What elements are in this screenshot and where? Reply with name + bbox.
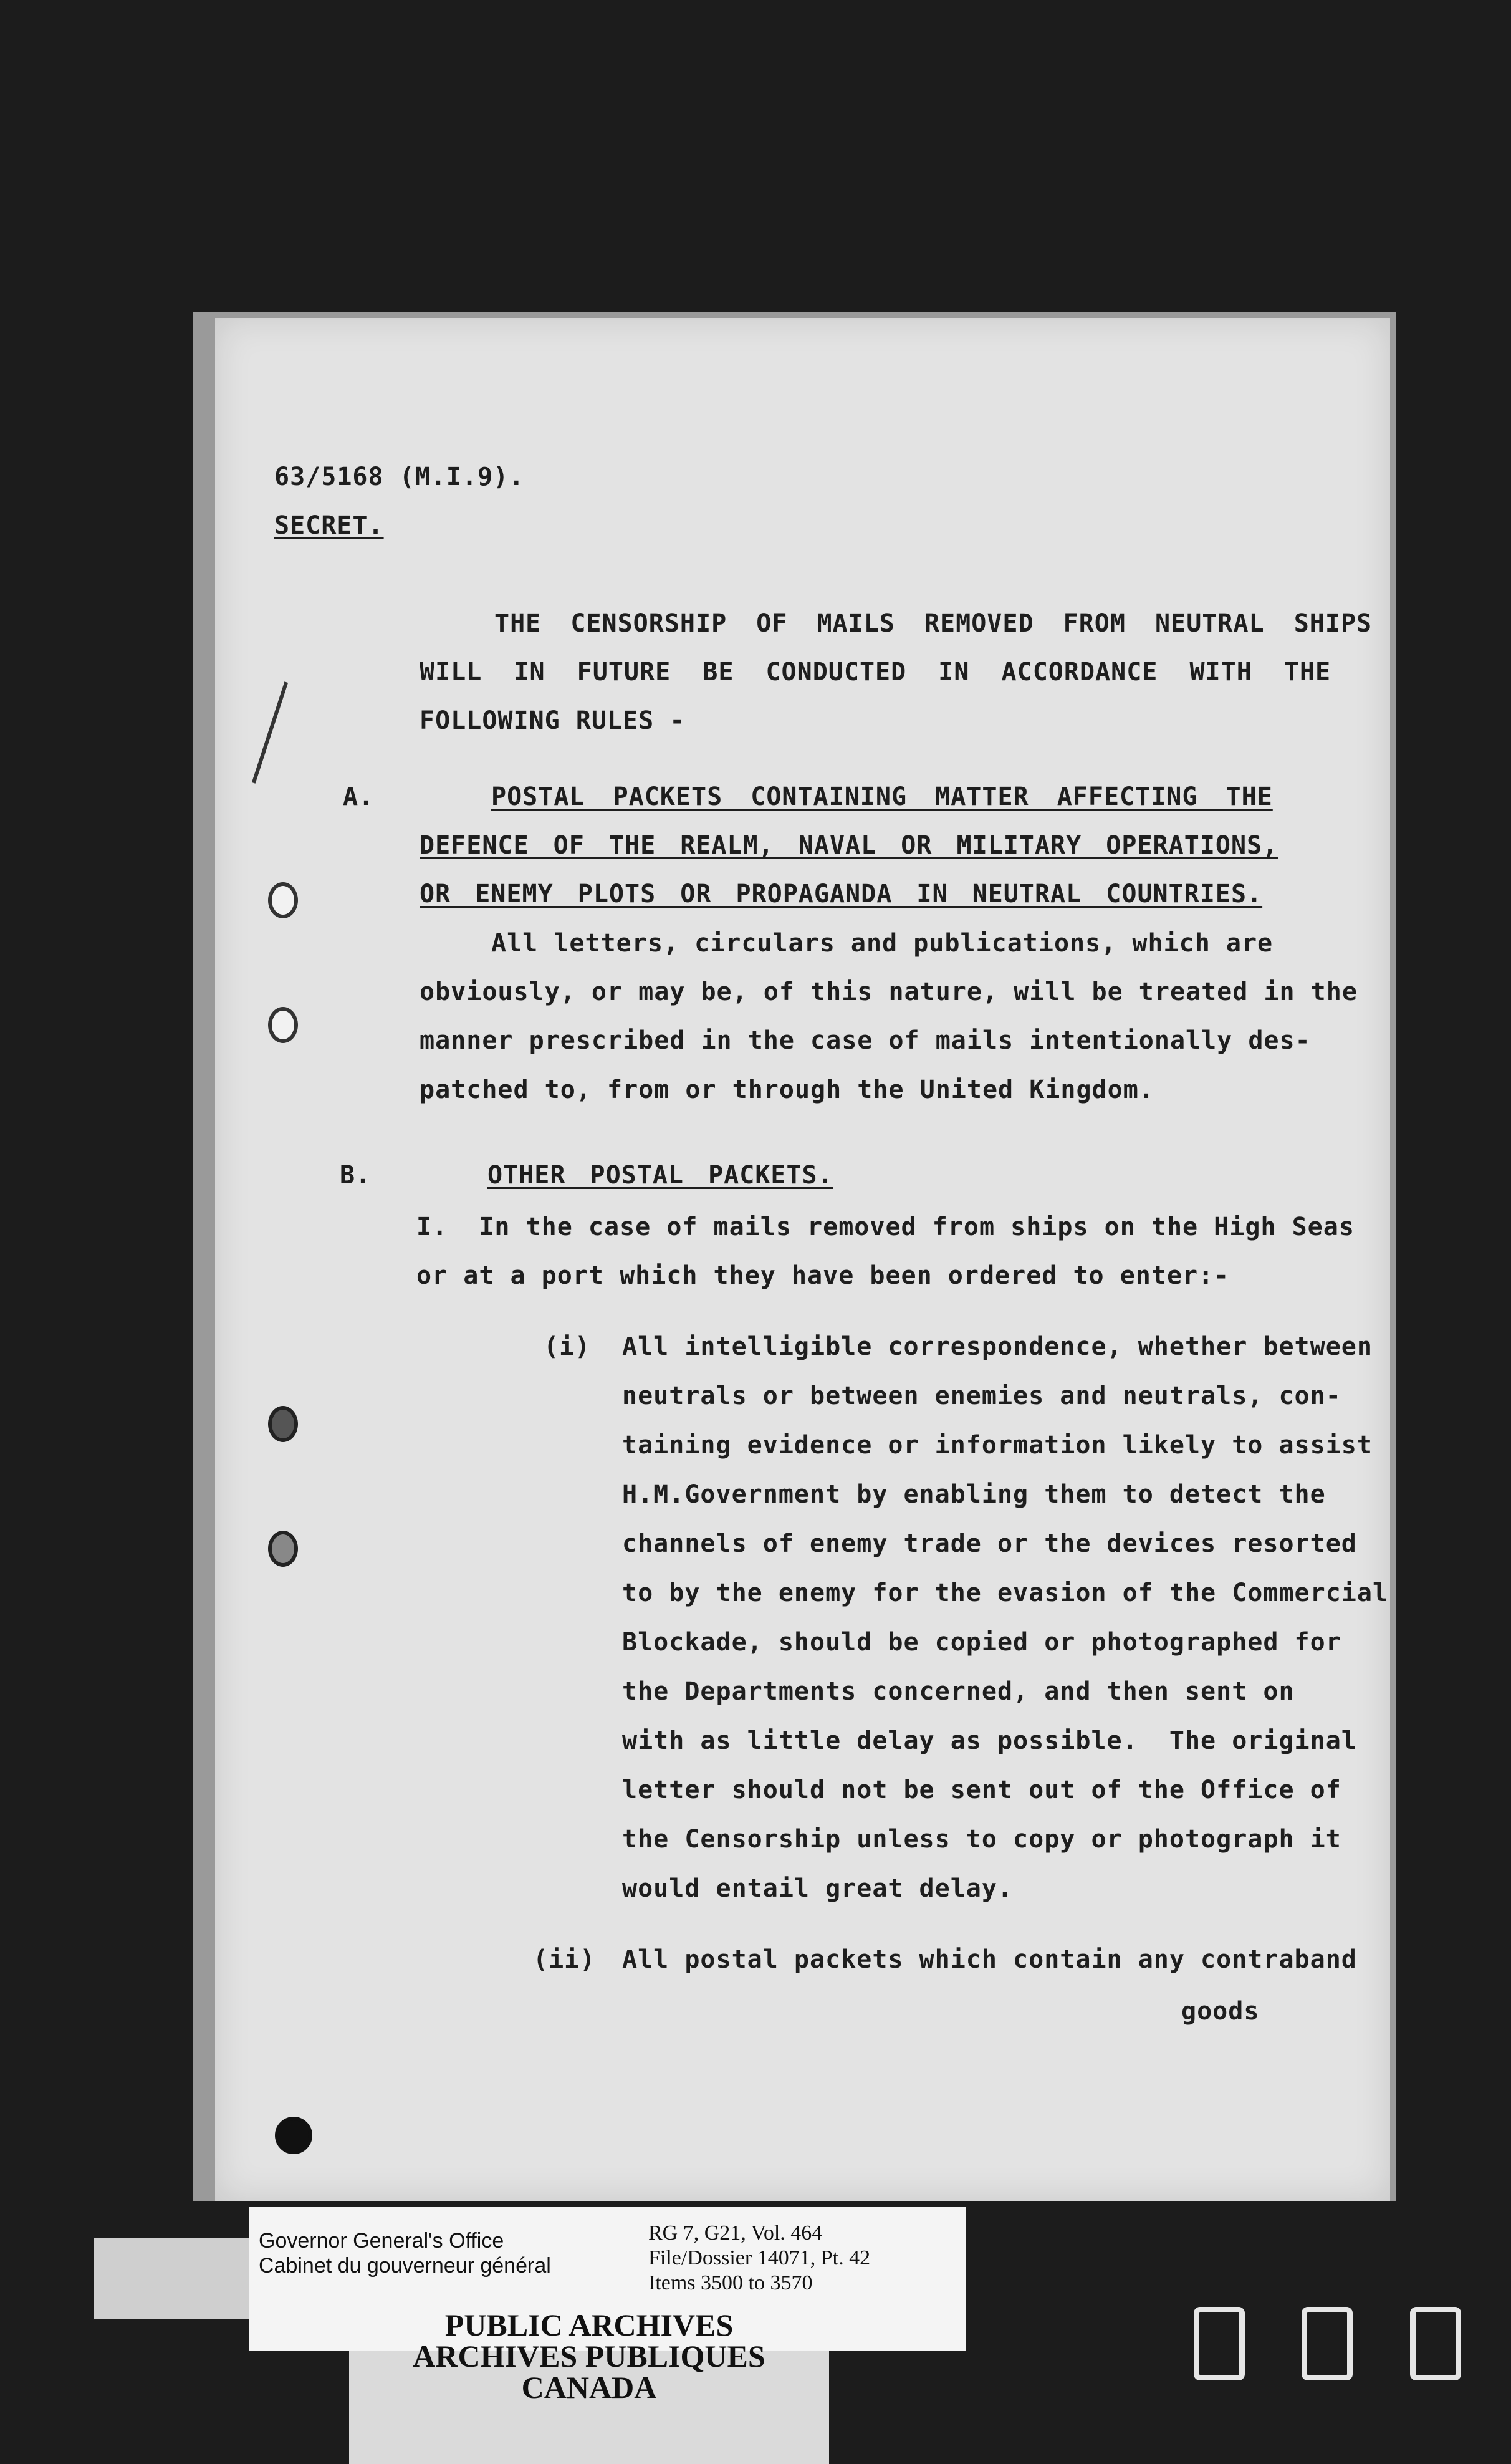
item-i-line: letter should not be sent out of the Office of: [622, 1776, 1341, 1804]
item-i-line: neutrals or between enemies and neutrals, con-: [622, 1382, 1341, 1410]
label-reference: RG 7, G21, Vol. 464: [648, 2221, 823, 2245]
section-a-body: All letters, circulars and publications, which are: [491, 929, 1274, 958]
item-i-line: channels of enemy trade or the devices resorted: [622, 1529, 1357, 1558]
classification-stamp: SECRET.: [274, 511, 384, 540]
catchword: goods: [1181, 1997, 1260, 2026]
section-a-heading: OR ENEMY PLOTS OR PROPAGANDA IN NEUTRAL COUNTRIES.: [420, 880, 1263, 908]
item-i-line: with as little delay as possible. The original: [622, 1726, 1357, 1755]
frame-counter-digit: [1410, 2307, 1461, 2380]
section-b-para: or at a port which they have been ordered to enter:-: [416, 1261, 1230, 1290]
label-office-en: Governor General's Office: [259, 2229, 504, 2253]
item-i-line: to by the enemy for the evasion of the Commercial: [622, 1579, 1389, 1607]
item-i-line: All intelligible correspondence, whether between: [622, 1332, 1373, 1361]
item-i-line: the Censorship unless to copy or photograph it: [622, 1825, 1341, 1854]
archives-country: CANADA: [521, 2370, 657, 2405]
intro-line: WILL IN FUTURE BE CONDUCTED IN ACCORDANCE WITH THE: [420, 658, 1331, 686]
label-reference: File/Dossier 14071, Pt. 42: [648, 2246, 871, 2269]
label-office-fr: Cabinet du gouverneur général: [259, 2254, 551, 2278]
frame-counter-digit: [1194, 2307, 1245, 2380]
item-ii-marker: (ii): [533, 1945, 596, 1974]
punch-hole: [268, 1007, 298, 1043]
label-reference: Items 3500 to 3570: [648, 2271, 813, 2294]
item-i-line: Blockade, should be copied or photographed for: [622, 1628, 1341, 1657]
intro-line: THE CENSORSHIP OF MAILS REMOVED FROM NEUTRAL SHIPS: [494, 609, 1373, 638]
item-i-line: H.M.Government by enabling them to detect the: [622, 1480, 1326, 1509]
section-a-marker: A.: [343, 782, 375, 811]
section-b-heading: OTHER POSTAL PACKETS.: [487, 1161, 833, 1190]
item-i-line: would entail great delay.: [622, 1874, 1014, 1903]
item-i-line: the Departments concerned, and then sent on: [622, 1677, 1295, 1706]
punch-hole: [268, 1531, 298, 1567]
document-reference: 63/5168 (M.I.9).: [274, 463, 525, 491]
section-b-para: I. In the case of mails removed from ships on the High Seas: [416, 1213, 1355, 1241]
section-a-heading: DEFENCE OF THE REALM, NAVAL OR MILITARY OPERATIONS,: [420, 831, 1278, 860]
punch-hole: [275, 2117, 312, 2154]
section-a-body: manner prescribed in the case of mails intentionally des-: [420, 1026, 1311, 1055]
frame-counter-digit: [1302, 2307, 1353, 2380]
section-a-body: obviously, or may be, of this nature, will be treated in the: [420, 978, 1358, 1006]
punch-hole: [268, 1406, 298, 1442]
section-a-body: patched to, from or through the United Kingdom.: [420, 1076, 1154, 1104]
archives-fr: ARCHIVES PUBLIQUES: [413, 2339, 765, 2374]
section-b-marker: B.: [340, 1161, 372, 1190]
item-i-marker: (i): [544, 1332, 591, 1361]
intro-line: FOLLOWING RULES -: [420, 706, 686, 735]
document-page: [215, 318, 1390, 2201]
item-ii-line: All postal packets which contain any contraband: [622, 1945, 1357, 1974]
archives-en: PUBLIC ARCHIVES: [444, 2308, 734, 2342]
punch-hole: [268, 882, 298, 918]
item-i-line: taining evidence or information likely to assist: [622, 1431, 1373, 1460]
section-a-heading: POSTAL PACKETS CONTAINING MATTER AFFECTING THE: [491, 782, 1273, 811]
